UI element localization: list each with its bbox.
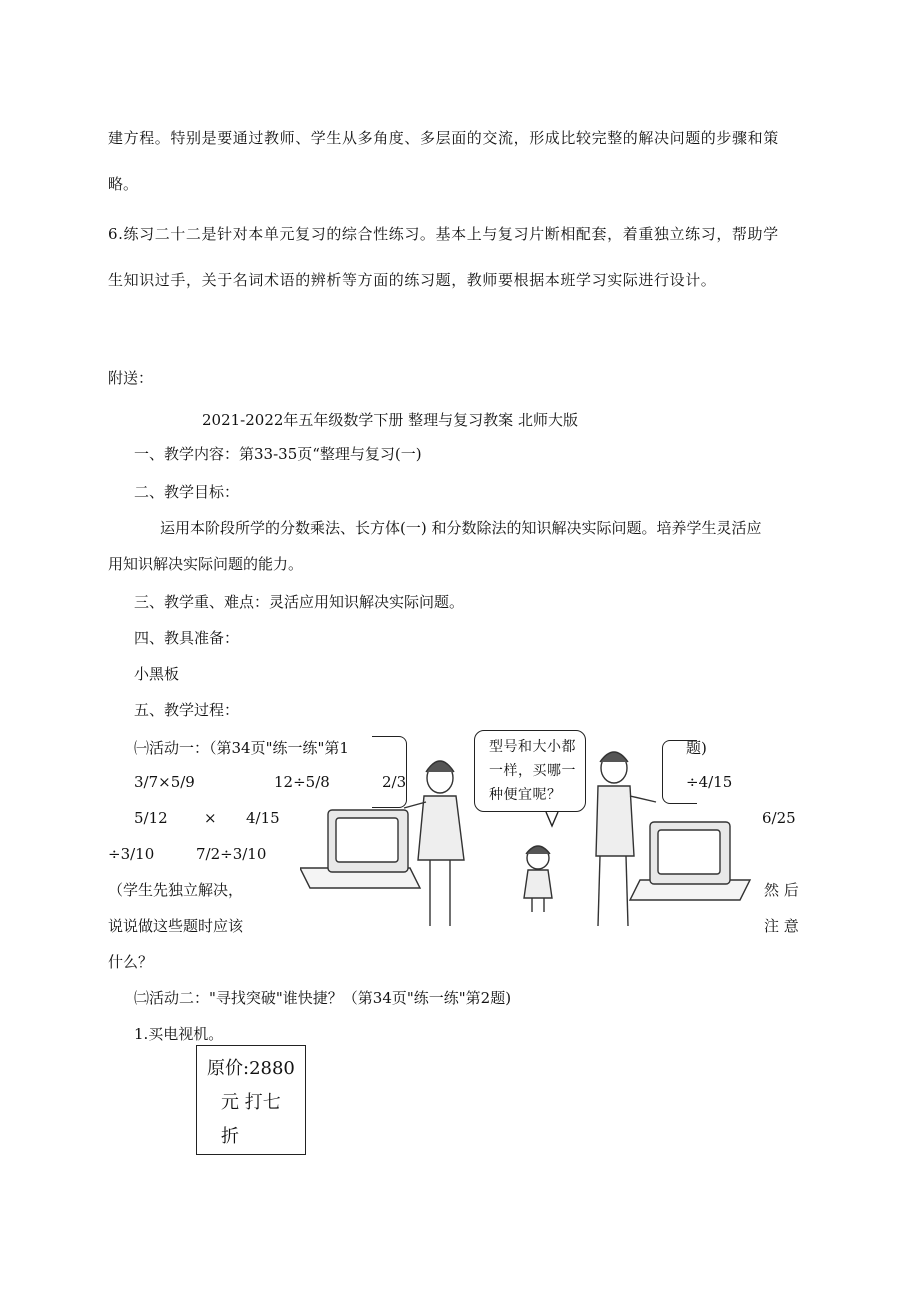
paragraph-line: 小黑板 <box>134 665 180 683</box>
paragraph-line: （学生先独立解决， <box>108 881 244 899</box>
section-heading: 四、教具准备： <box>134 629 240 647</box>
section-heading: 五、教学过程： <box>134 701 240 719</box>
section-heading: 一、教学内容：第33-35页“整理与复习(一) <box>134 445 422 463</box>
price-line: 原价:2880 <box>207 1058 295 1079</box>
paragraph-line: 建方程。特别是要通过教师、学生从多角度、多层面的交流，形成比较完整的解决问题的步骤和策 <box>108 129 779 147</box>
paragraph-line: 用知识解决实际问题的能力。 <box>108 555 304 573</box>
exercise-expression: 6/25 <box>762 809 796 827</box>
price-card <box>196 1045 306 1155</box>
activity-heading-tail: 题) <box>686 739 707 757</box>
section-heading: 三、教学重、难点：灵活应用知识解决实际问题。 <box>134 593 465 611</box>
exercise-expression: ÷3/10 <box>108 845 155 863</box>
exercise-expression: 4/15 <box>246 809 280 827</box>
paragraph-line: 略。 <box>108 175 139 193</box>
activity-heading: ㈠活动一：（第34页"练一练"第1 <box>134 739 349 757</box>
girl-figure-icon <box>524 846 552 912</box>
activity-heading: ㈡活动二："寻找突破"谁快捷？（第34页"练一练"第2题) <box>134 989 512 1007</box>
document-title: 2021-2022年五年级数学下册 整理与复习教案 北师大版 <box>202 411 578 429</box>
exercise-operator: × <box>204 809 217 827</box>
paragraph-line: 生知识过手，关于名词术语的辨析等方面的练习题，教师要根据本班学习实际进行设计。 <box>108 271 717 289</box>
paragraph-line: 注 意 <box>764 917 799 935</box>
paragraph-line: 然 后 <box>764 881 799 899</box>
exercise-expression: ÷4/15 <box>686 773 733 791</box>
left-television-icon <box>300 810 420 888</box>
woman-figure-icon <box>404 761 464 926</box>
exercise-expression: 5/12 <box>134 809 168 827</box>
exercise-expression: 12÷5/8 <box>274 773 330 791</box>
paragraph-line: 运用本阶段所学的分数乘法、长方体(一) 和分数除法的知识解决实际问题。培养学生灵活应 <box>160 519 762 537</box>
exercise-expression: 2/3 <box>382 773 407 791</box>
right-television-icon <box>630 822 750 900</box>
exercise-expression: 7/2÷3/10 <box>196 845 267 863</box>
paragraph-line: 什么？ <box>108 953 154 971</box>
price-line: 元 打七 <box>221 1092 281 1113</box>
price-line: 折 <box>221 1126 239 1147</box>
exercise-expression: 3/7×5/9 <box>134 773 195 791</box>
paragraph-line: 说说做这些题时应该 <box>108 917 244 935</box>
list-item: 1.买电视机。 <box>134 1025 224 1043</box>
appendix-label: 附送： <box>108 369 154 387</box>
section-heading: 二、教学目标： <box>134 483 240 501</box>
speech-bubble: 型号和大小都一样，买哪一种便宜呢？ <box>474 730 586 812</box>
paragraph-line: 6.练习二十二是针对本单元复习的综合性练习。基本上与复习片断相配套，着重独立练习，帮助学 <box>108 225 779 243</box>
